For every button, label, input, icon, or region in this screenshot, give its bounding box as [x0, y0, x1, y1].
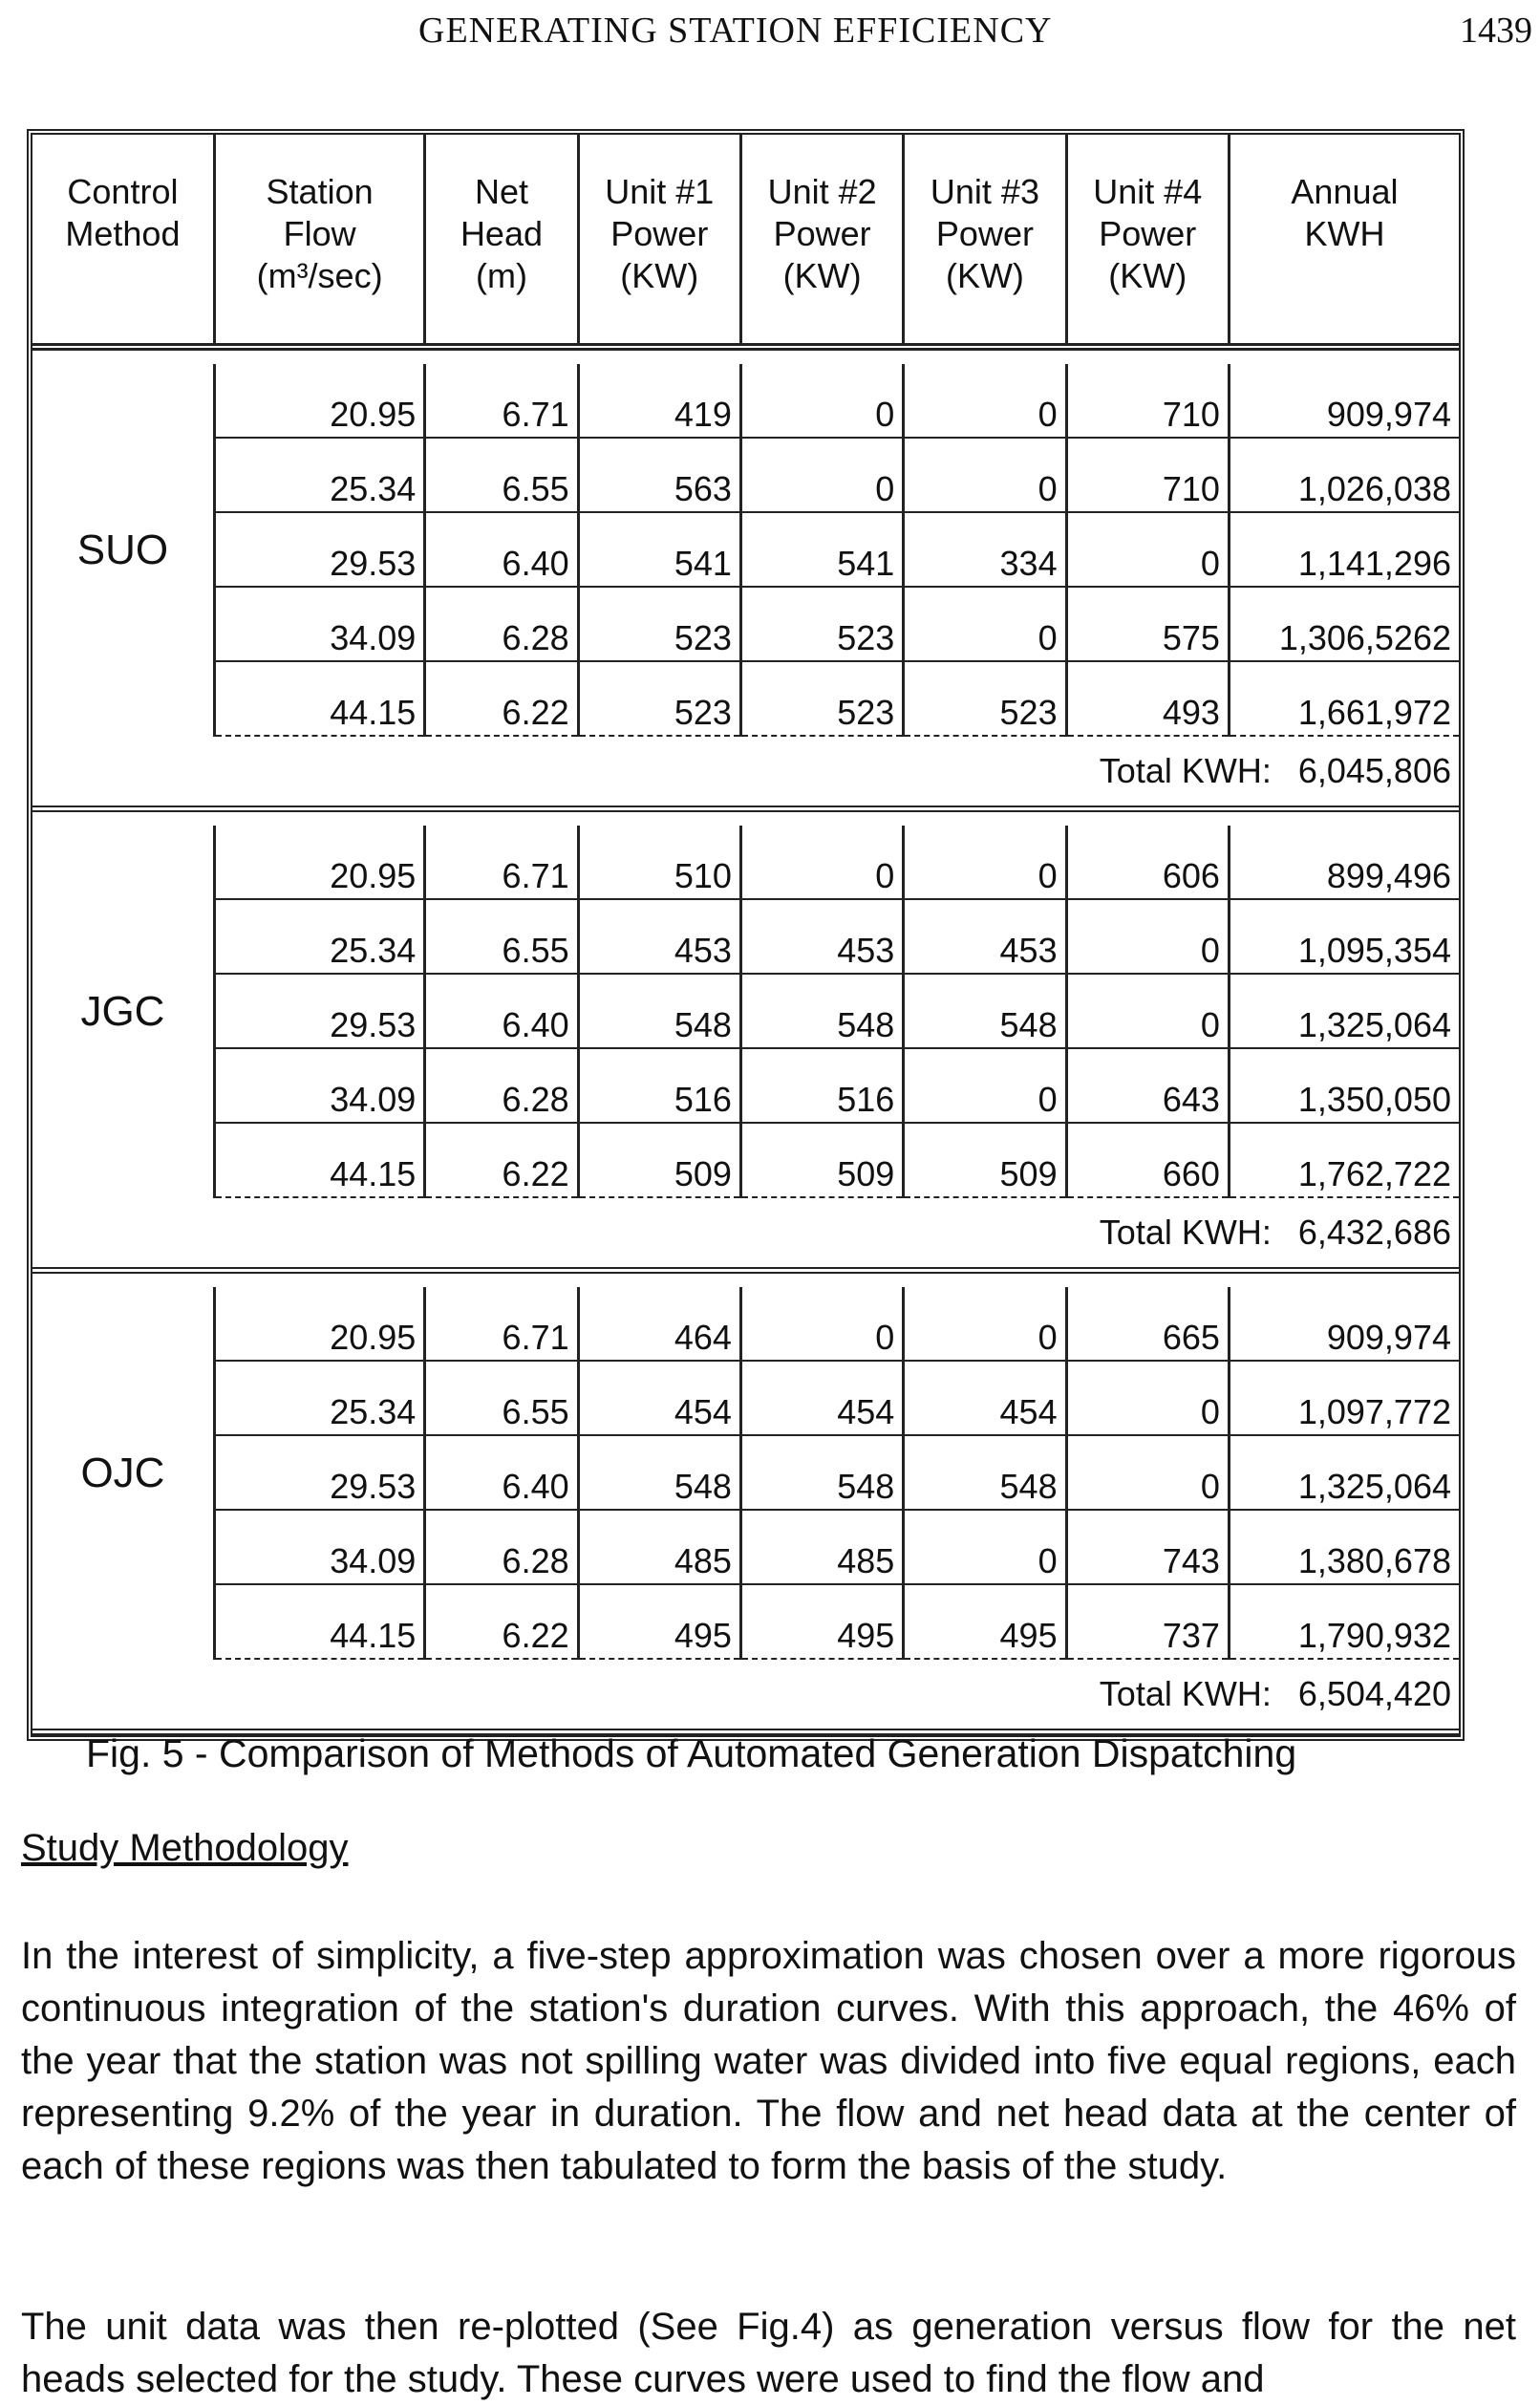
- table-body: [32, 347, 1459, 1732]
- table-cell: 44.15: [214, 1123, 424, 1197]
- total-cell: [32, 1197, 1459, 1271]
- table-cell: 44.15: [214, 1584, 424, 1659]
- table-cell: 523: [740, 587, 903, 661]
- column-header: [214, 135, 424, 347]
- column-header: [740, 135, 903, 347]
- table-cell: 6.55: [425, 438, 578, 512]
- table-cell: 453: [740, 899, 903, 974]
- column-header-line: Unit #3: [930, 172, 1039, 211]
- table-cell: 509: [578, 1123, 740, 1197]
- table-cell: 6.22: [425, 661, 578, 736]
- column-header: [1066, 135, 1229, 347]
- table-cell: 548: [578, 1435, 740, 1510]
- table-cell: 0: [740, 438, 903, 512]
- table-cell: 6.55: [425, 1361, 578, 1435]
- table-cell: 6.28: [425, 1510, 578, 1584]
- table-cell: 899,496: [1229, 826, 1459, 899]
- column-header-line: (KW): [1108, 256, 1187, 295]
- table-cell: 29.53: [214, 512, 424, 587]
- column-header-line: KWH: [1304, 214, 1385, 253]
- table-row: [32, 1123, 1459, 1197]
- table-cell: 541: [578, 512, 740, 587]
- table-cell: 485: [578, 1510, 740, 1584]
- column-header-line: Annual: [1291, 172, 1399, 211]
- table-cell: 509: [740, 1123, 903, 1197]
- table-cell: 510: [578, 826, 740, 899]
- table-cell: 660: [1066, 1123, 1229, 1197]
- table-cell: 523: [904, 661, 1066, 736]
- group-spacer: [32, 1271, 1459, 1288]
- column-header-line: Station: [266, 172, 374, 211]
- table-cell: 548: [740, 1435, 903, 1510]
- table-cell: 0: [1066, 512, 1229, 587]
- table-row: [32, 364, 1459, 438]
- column-header-line: (KW): [620, 256, 699, 295]
- table-row: [32, 661, 1459, 736]
- table-cell: 1,790,932: [1229, 1584, 1459, 1659]
- table-cell: 419: [578, 364, 740, 438]
- total-value: 6,432,686: [1297, 1213, 1451, 1252]
- table-cell: 454: [578, 1361, 740, 1435]
- table-cell: 0: [904, 1048, 1066, 1123]
- data-table: [32, 135, 1459, 1735]
- table-cell: 509: [904, 1123, 1066, 1197]
- total-label: Total KWH:: [1099, 1674, 1272, 1713]
- page-number: 1439: [1460, 11, 1532, 51]
- table-cell: 25.34: [214, 899, 424, 974]
- table-cell: 1,325,064: [1229, 974, 1459, 1048]
- total-row: [32, 1197, 1459, 1271]
- column-header-line: (m): [475, 256, 527, 295]
- column-header-line: Flow: [283, 214, 356, 253]
- table-cell: 454: [740, 1361, 903, 1435]
- table-cell: 34.09: [214, 587, 424, 661]
- control-method-label: SUO: [32, 364, 214, 736]
- table-row: [32, 512, 1459, 587]
- table-cell: 710: [1066, 438, 1229, 512]
- table-row: [32, 826, 1459, 899]
- running-head: [0, 10, 1540, 57]
- table-cell: 6.22: [425, 1584, 578, 1659]
- table-cell: 6.55: [425, 899, 578, 974]
- column-header-line: Power: [610, 214, 709, 253]
- table-header: [32, 135, 1459, 347]
- table-row: [32, 899, 1459, 974]
- table-cell: 29.53: [214, 974, 424, 1048]
- total-value: 6,045,806: [1297, 751, 1451, 790]
- total-cell: [32, 1659, 1459, 1732]
- table-cell: 25.34: [214, 438, 424, 512]
- table-cell: 1,141,296: [1229, 512, 1459, 587]
- table-cell: 0: [904, 1287, 1066, 1361]
- table-cell: 665: [1066, 1287, 1229, 1361]
- column-header-line: Unit #1: [605, 172, 715, 211]
- table-cell: 1,026,038: [1229, 438, 1459, 512]
- table-cell: 0: [904, 438, 1066, 512]
- table-cell: 548: [578, 974, 740, 1048]
- group-spacer: [32, 347, 1459, 364]
- column-header-line: Unit #4: [1093, 172, 1203, 211]
- column-header-line: Method: [65, 214, 181, 253]
- table-cell: 1,095,354: [1229, 899, 1459, 974]
- table-cell: 20.95: [214, 1287, 424, 1361]
- table-cell: 516: [578, 1048, 740, 1123]
- table-cell: 495: [904, 1584, 1066, 1659]
- table-cell: 6.28: [425, 1048, 578, 1123]
- column-header: [904, 135, 1066, 347]
- table-cell: 548: [904, 974, 1066, 1048]
- column-header-line: Unit #2: [767, 172, 877, 211]
- table-cell: 485: [740, 1510, 903, 1584]
- table-cell: 606: [1066, 826, 1229, 899]
- table-cell: 334: [904, 512, 1066, 587]
- table-cell: 1,097,772: [1229, 1361, 1459, 1435]
- dispatch-comparison-table: [27, 129, 1465, 1741]
- control-method-label: OJC: [32, 1287, 214, 1659]
- table-row: [32, 1287, 1459, 1361]
- table-cell: 0: [904, 826, 1066, 899]
- table-cell: 548: [740, 974, 903, 1048]
- column-header-line: Control: [67, 172, 179, 211]
- column-header-line: Net: [474, 172, 528, 211]
- table-cell: 909,974: [1229, 1287, 1459, 1361]
- table-cell: 454: [904, 1361, 1066, 1435]
- table-cell: 34.09: [214, 1510, 424, 1584]
- paragraph: The unit data was then re-plotted (See Fig.4) as generation versus flow for the net heads selected for the study. These curves were used to find the flow and: [21, 2306, 1516, 2400]
- table-cell: 20.95: [214, 364, 424, 438]
- column-header-line: Head: [460, 214, 543, 253]
- table-cell: 1,306,5262: [1229, 587, 1459, 661]
- column-header-line: (KW): [782, 256, 862, 295]
- group-spacer: [32, 809, 1459, 827]
- table-cell: 0: [1066, 974, 1229, 1048]
- running-head-title: GENERATING STATION EFFICIENCY: [418, 11, 1053, 51]
- table-cell: 6.71: [425, 1287, 578, 1361]
- column-header: [32, 135, 214, 347]
- table-cell: 563: [578, 438, 740, 512]
- column-header-line: Power: [935, 214, 1034, 253]
- total-cell: [32, 736, 1459, 809]
- table-row: [32, 1361, 1459, 1435]
- table-cell: 0: [740, 826, 903, 899]
- table-cell: 20.95: [214, 826, 424, 899]
- table-cell: 495: [578, 1584, 740, 1659]
- table-cell: 493: [1066, 661, 1229, 736]
- table-cell: 29.53: [214, 1435, 424, 1510]
- table-cell: 6.40: [425, 512, 578, 587]
- table-row: [32, 1510, 1459, 1584]
- table-cell: 6.28: [425, 587, 578, 661]
- table-cell: 34.09: [214, 1048, 424, 1123]
- table-cell: 453: [578, 899, 740, 974]
- table-cell: 516: [740, 1048, 903, 1123]
- table-cell: 0: [904, 1510, 1066, 1584]
- table-cell: 44.15: [214, 661, 424, 736]
- column-header: [578, 135, 740, 347]
- total-row: [32, 1659, 1459, 1732]
- table-cell: 0: [904, 364, 1066, 438]
- table-cell: 0: [740, 1287, 903, 1361]
- table-cell: 1,350,050: [1229, 1048, 1459, 1123]
- table-cell: 523: [578, 661, 740, 736]
- table-cell: 1,762,722: [1229, 1123, 1459, 1197]
- table-cell: 541: [740, 512, 903, 587]
- table-cell: 643: [1066, 1048, 1229, 1123]
- table-row: [32, 1048, 1459, 1123]
- table-cell: 1,661,972: [1229, 661, 1459, 736]
- table-cell: 6.40: [425, 1435, 578, 1510]
- total-label: Total KWH:: [1099, 751, 1272, 790]
- control-method-label: JGC: [32, 826, 214, 1197]
- total-value: 6,504,420: [1297, 1674, 1451, 1713]
- table-cell: 548: [904, 1435, 1066, 1510]
- column-header: [1229, 135, 1459, 347]
- table-cell: 1,380,678: [1229, 1510, 1459, 1584]
- table-cell: 495: [740, 1584, 903, 1659]
- section-heading: Study Methodology: [21, 1827, 349, 1869]
- table-cell: 575: [1066, 587, 1229, 661]
- column-header: [425, 135, 578, 347]
- table-cell: 523: [740, 661, 903, 736]
- table-row: [32, 438, 1459, 512]
- column-header-line: Power: [1099, 214, 1197, 253]
- table-cell: 6.40: [425, 974, 578, 1048]
- table-cell: 0: [740, 364, 903, 438]
- table-cell: 464: [578, 1287, 740, 1361]
- table-cell: 0: [1066, 899, 1229, 974]
- table-cell: 6.22: [425, 1123, 578, 1197]
- table-cell: 737: [1066, 1584, 1229, 1659]
- table-cell: 523: [578, 587, 740, 661]
- table-row: [32, 587, 1459, 661]
- table-cell: 710: [1066, 364, 1229, 438]
- total-row: [32, 736, 1459, 809]
- table-cell: 0: [1066, 1361, 1229, 1435]
- column-header-line: (m³/sec): [256, 256, 383, 295]
- column-header-line: Power: [773, 214, 871, 253]
- table-row: [32, 974, 1459, 1048]
- table-cell: 743: [1066, 1510, 1229, 1584]
- paragraph: In the interest of simplicity, a five-step approximation was chosen over a more rigorous continuous integration of the station's duration curves. With this approach, the 46% of the year that the station was not spilling water was divided into five equal regions, each representing 9.2% of the year in duration. The flow and net head data at the center of each of these regions was then tabulated to form the basis of the study.: [21, 1935, 1516, 2187]
- table-cell: 0: [904, 587, 1066, 661]
- figure-caption: Fig. 5 - Comparison of Methods of Automated Generation Dispatching: [86, 1731, 1297, 1775]
- table-cell: 25.34: [214, 1361, 424, 1435]
- table-cell: 453: [904, 899, 1066, 974]
- table-cell: 1,325,064: [1229, 1435, 1459, 1510]
- table-cell: 0: [1066, 1435, 1229, 1510]
- column-header-line: (KW): [945, 256, 1024, 295]
- table-cell: 6.71: [425, 364, 578, 438]
- table-cell: 909,974: [1229, 364, 1459, 438]
- table-row: [32, 1584, 1459, 1659]
- table-row: [32, 1435, 1459, 1510]
- table-cell: 6.71: [425, 826, 578, 899]
- total-label: Total KWH:: [1099, 1213, 1272, 1252]
